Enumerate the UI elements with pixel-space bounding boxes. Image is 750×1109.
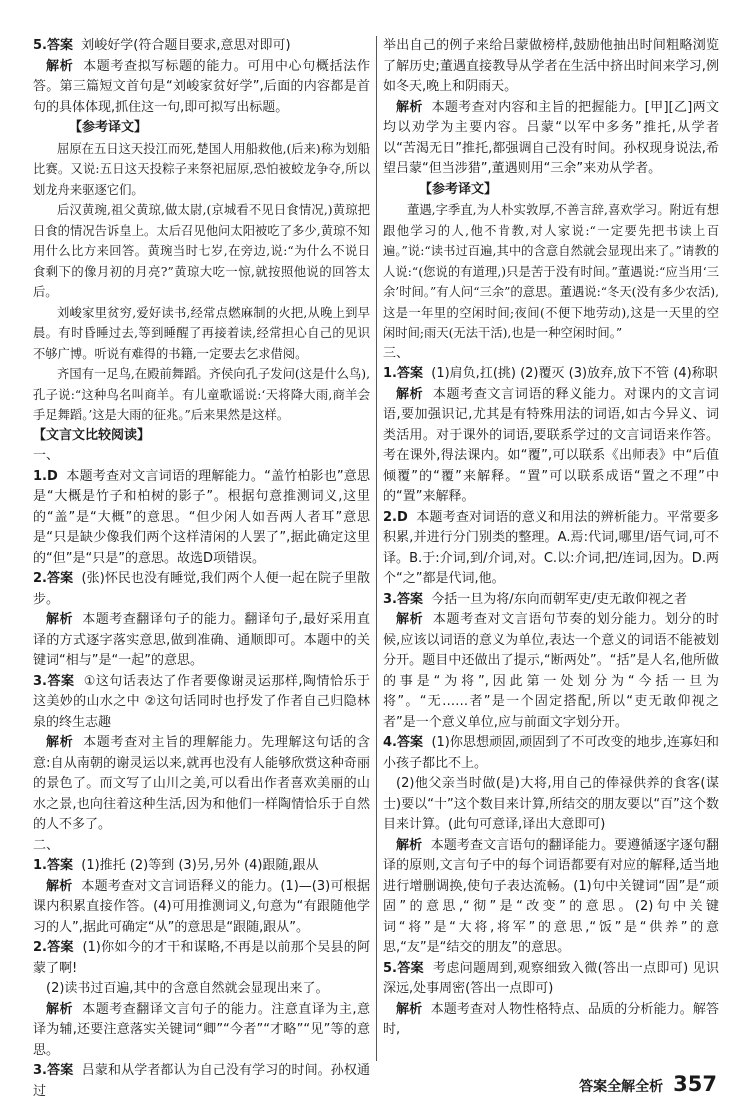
answer-block-3-3: [383, 590, 719, 611]
translation-paragraph: 刘峻家里贫穷,爱好读书,经常点燃麻制的火把,从晚上到早晨。有时昏睡过去,等到睡醒了再接着读,经常担心自己的见识不够广博。听说有难得的书籍,一定要去乞求借阅。: [33, 305, 370, 361]
answer-label: 答案: [46, 673, 75, 689]
column-divider: [376, 36, 377, 1061]
answer-label: 答案: [396, 960, 425, 976]
answer-block-5: [33, 36, 370, 57]
question-number: 2.: [383, 509, 397, 525]
answer-label: 答案: [46, 940, 74, 955]
part-marker: 三、: [383, 345, 410, 361]
answer-block-2-2: [33, 938, 370, 979]
analysis-block-3: [33, 733, 370, 836]
analysis-label: 解析: [46, 612, 74, 627]
answer-label: 答案: [396, 735, 424, 750]
answer-block-3: [33, 672, 370, 734]
answer-text: (张)怀民也没有睡觉,我们两个人便一起在院子里散步。: [33, 571, 370, 607]
part-marker: 二、: [33, 837, 60, 853]
answer-block-3-1: [383, 364, 719, 385]
analysis-block-2-1: [33, 877, 370, 939]
answer-label: 答案: [46, 38, 73, 53]
analysis-text: 本题考查文言语句的翻译能力。要遵循逐字逐句翻译的原则,文言句子中的每个词语都要有对应的解释,适当地进行增删调换,使句子表达流畅。(1)句中关键词“固”是“顽固”的意思,“彻”是“改变”的意思。(2)句中关键词“将”是“大将,将军”的意思,“饭”是“供养”的意思,“友”是“结交的朋友”的意思。: [383, 837, 719, 955]
footer-title: 答案全解全析: [579, 1079, 664, 1095]
answer-block-3-2: [383, 508, 719, 590]
analysis-block-2-3: [383, 98, 719, 180]
analysis-label: 解析: [396, 99, 423, 115]
answer-block-2-1: [33, 856, 370, 877]
question-number: 1.: [33, 858, 47, 873]
question-number: 5.: [383, 960, 397, 976]
translation-paragraph: 齐国有一足鸟,在殿前舞蹈。齐侯向孔子发问(这是什么鸟),孔子说:“这种鸟名叫商羊。有儿童歌谣说:‘天将降大雨,商羊会手足舞蹈。’这是大雨的征兆。”后来果然是这样。: [33, 367, 370, 422]
question-number: 1.: [383, 366, 397, 381]
analysis-label: 解析: [46, 58, 74, 74]
analysis-text: 本题考查翻译文言句子的能力。注意直译为主,意译为辅,还要注意落实关键词“卿”“今者”“才略”“见”等的意思。: [33, 1001, 370, 1058]
answer-text: (1)肩负,扛(挑) (2)覆灭 (3)放弃,放下不管 (4)称职: [431, 366, 718, 381]
answer-text: (1)你如今的才干和谋略,不再是以前那个吴县的阿蒙了啊!: [33, 940, 370, 976]
analysis-label: 解析: [396, 612, 424, 627]
answer-label: 答案: [396, 366, 423, 381]
analysis-block-3-3: [383, 610, 719, 733]
answer-text-2: (2)他父亲当时做(是)大将,用自己的俸禄供养的食客(谋士)要以“十”这个数目来计算,所结交的朋友要以“百”这个数目来计算。(此句可意译,译出大意即可): [383, 776, 719, 832]
reference-translation-heading: 【参考译文】: [69, 120, 148, 135]
analysis-text: 本题考查对词语的意义和用法的辨析能力。平常要多积累,并进行分门别类的整理。A.焉:代词,哪里/语气词,可不译。B.于:介词,到/介词,对。C.以:介词,把/连词,因为。D.两个“之”都是代词,他。: [383, 509, 719, 586]
answer-text-2: (2)读书过百遍,其中的含意自然就会显现出来了。: [46, 981, 329, 996]
answer-block-1: [33, 467, 370, 570]
answer-label: 答案: [46, 571, 74, 586]
left-column: [33, 36, 370, 1102]
question-number: 4.: [383, 735, 397, 750]
analysis-text: 本题考查对主旨的理解能力。先理解这句话的含意:自从南朝的谢灵运以来,就再也没有人能够欣赏这种奇丽的景色了。而文写了山川之美,可以看出作者喜欢美丽的山水之景,也向往着这种生活,因为和他们一样陶情恰乐于自然的人不多了。: [33, 735, 370, 832]
analysis-text: 本题考查文言词语的释义能力。对课内的文言词语,要加强识记,尤其是有特殊用法的词语,如古今异义、词类活用。对于课外的词语,要联系学过的文言词语来作答。考在课外,得法课内。如“覆”,可以联系《出师表》中“后值倾覆”的“覆”来解释。“置”可以联系成语“置之不理”中的“置”来解释。: [383, 386, 719, 504]
question-number: 5.: [33, 38, 47, 53]
analysis-block-2: [33, 610, 370, 672]
question-number: 1.: [33, 468, 47, 484]
analysis-text: 本题考查对文言词语的理解能力。“盖竹柏影也”意思是“大概是竹子和柏树的影子”。根据句意推测词义,这里的“盖”是“大概”的意思。“但少闲人如吾两人者耳”意思是“只是缺少像我们两个这样清闲的人罢了”,据此确定这里的“但”是“只是”的意思。故选D项错误。: [33, 468, 370, 566]
translation-paragraph: 董遇,字季直,为人朴实敦厚,不善言辞,喜欢学习。附近有想跟他学习的人,他不肯教,对人家说:“一定要先把书读上百遍。”说:“读书过百遍,其中的含意自然就会显现出来了。”请教的人说:“(您说的有道理,)只是苦于没有时间。”董遇说:“应当用‘三余’时间。”有人问“三余”的意思。董遇说:“冬天(没有多少农活),这是一年里的空闲时间;夜间(不便下地劳动),这是一天里的空闲时间;雨天(无法干活),也是一种空闲时间。”: [383, 203, 719, 340]
analysis-text: 本题考查对人物性格特点、品质的分析能力。解答时,: [383, 1001, 719, 1037]
page-number: 357: [673, 1072, 717, 1096]
answer-text: 刘峻好学(符合题目要求,意思对即可): [81, 38, 291, 53]
answer-text: (1)推托 (2)等到 (3)另,另外 (4)跟随,跟从: [81, 858, 319, 873]
answer-choice: D: [396, 509, 408, 525]
answer-block-2-3: [33, 1061, 370, 1102]
analysis-block-3-1: [383, 385, 719, 508]
question-number: 2.: [33, 940, 47, 955]
analysis-label: 解析: [46, 735, 74, 750]
analysis-block-5: [33, 57, 370, 119]
analysis-text: 本题考查对文言语句节奏的划分能力。划分的时候,应该以词语的意义为单位,表达一个意义的词语不能被划分开。题目中还做出了提示,“断两处”。“括”是人名,他所做的事是“为将”,因此第一处划分为“今括一旦为将”。“无……者”是一个固定搭配,所以“吏无敢仰视之者”是一个意义单位,应与前面文字划分开。: [383, 612, 719, 730]
analysis-label: 解析: [396, 837, 423, 853]
analysis-text: 本题考查对文言词语释义的能力。(1)—(3)可根据课内积累直接作答。(4)可用推测词义,句意为“有跟随他学习的人”,据此可确定“从”的意思是“跟随,跟从”。: [33, 878, 370, 935]
translation-paragraph: 屈原在五日这天投江而死,楚国人用船救他,(后来)称为划船比赛。又说:五日这天投粽子来祭祀屈原,恐怕被蛟龙争夺,所以划龙舟来驱逐它们。: [33, 141, 370, 197]
answer-block-2: [33, 569, 370, 610]
answer-text: 今括一旦为将/东向而朝军吏/吏无敢仰视之者: [431, 591, 688, 607]
translation-paragraph: 后汉黄琬,祖父黄琼,做太尉,(京城看不见日食情况,)黄琼把日食的情况告诉皇上。太后召见他问太阳被吃了多少,黄琼不知用什么比方来回答。黄琬当时七岁,在旁边,说:“为什么不说日食剩下的像月初的月亮?”黄琼大吃一惊,就按照他说的回答太后。: [33, 203, 370, 299]
page-footer: [579, 1072, 717, 1096]
question-number: 3.: [383, 591, 397, 607]
question-number: 2.: [33, 571, 47, 586]
question-number: 3.: [33, 673, 47, 689]
part-marker: 一、: [33, 448, 60, 463]
answer-choice: D: [46, 468, 58, 484]
section-heading: 【文言文比较阅读】: [33, 427, 151, 443]
analysis-text: 本题考查对内容和主旨的把握能力。[甲][乙]两文均以劝学为主要内容。吕蒙“以军中多务”推托,从学者以“苦渴无日”推托,都强调自己没有时间。孙权现身说法,希望吕蒙“但当涉猎”,董遇则用“三余”来劝从学者。: [383, 99, 719, 176]
answer-label: 答案: [396, 591, 423, 607]
analysis-label: 解析: [396, 386, 424, 402]
answer-text: (1)你思想顽固,顽固到了不可改变的地步,连寡妇和小孩子都比不上。: [383, 735, 719, 771]
analysis-text: 本题考查翻译句子的能力。翻译句子,最好采用直译的方式逐字落实意思,做到准确、通顺即可。本题中的关键词“相与”是“一起”的意思。: [33, 612, 370, 668]
analysis-block-3-4: [383, 836, 719, 959]
analysis-block-2-2: [33, 1000, 370, 1062]
answer-label: 答案: [46, 858, 73, 873]
answer-text: 吕蒙和从学者都认为自己没有学习的时间。孙权通过: [33, 1063, 370, 1099]
question-number: 3.: [33, 1063, 47, 1078]
analysis-text: 本题考查拟写标题的能力。可用中心句概括法作答。第三篇短文首句是“刘峻家贫好学”,后面的内容都是首句的具体体现,抓住这一句,即可拟写出标题。: [33, 58, 370, 115]
reference-translation-heading: 【参考译文】: [419, 181, 498, 197]
answer-label: 答案: [46, 1063, 74, 1078]
analysis-block-3-5: [383, 1000, 719, 1041]
answer-text: 考虑问题周到,观察细致入微(答出一点即可) 见识深远,处事周密(答出一点即可): [383, 960, 719, 996]
answer-text: ①这句话表达了作者要像谢灵运那样,陶情恰乐于这美妙的山水之中 ②这句话同时也抒发了作者自己归隐林泉的终生志趣: [33, 673, 370, 730]
answer-continuation: 举出自己的例子来给吕蒙做榜样,鼓励他抽出时间粗略浏览了解历史;董遇直接教导从学者在生活中挤出时间来学习,例如冬天,晚上和阴雨天。: [383, 38, 719, 94]
answer-block-3-5: [383, 959, 719, 1000]
right-column: [383, 36, 719, 1041]
answer-block-3-4: [383, 733, 719, 774]
analysis-label: 解析: [46, 878, 73, 894]
analysis-label: 解析: [396, 1001, 423, 1017]
analysis-label: 解析: [46, 1001, 74, 1017]
